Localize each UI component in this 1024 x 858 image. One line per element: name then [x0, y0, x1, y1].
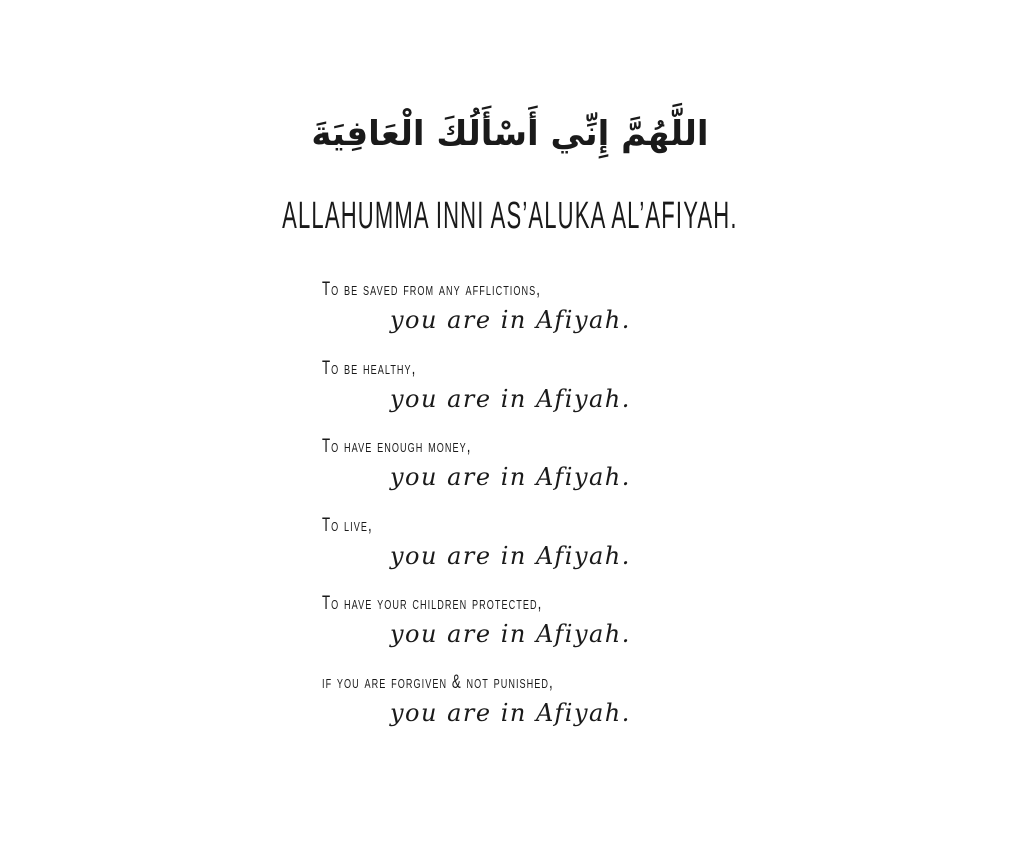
list-item	[322, 508, 742, 587]
condition-text: To be healthy,	[322, 357, 417, 379]
condition-text: To have your children protected,	[322, 593, 543, 614]
arabic-dua: اللَّهُمَّ إِنِّي أَسْأَلُكَ الْعَافِيَةَ	[311, 114, 709, 154]
result-text: you are in Afiyah.	[390, 384, 631, 413]
afiyah-list	[322, 272, 742, 743]
result-text: you are in Afiyah.	[390, 698, 631, 727]
condition-text: To be saved from any afflictions,	[322, 279, 542, 300]
list-item	[322, 429, 742, 508]
condition-text: To live,	[322, 514, 373, 536]
list-item	[322, 586, 742, 665]
result-text: you are in Afiyah.	[390, 620, 631, 648]
result-text: you are in Afiyah.	[390, 541, 631, 570]
list-item	[322, 272, 742, 351]
condition-text: if you are forgiven & not punished,	[322, 671, 554, 693]
result-text: you are in Afiyah.	[390, 306, 631, 334]
list-item	[322, 351, 742, 430]
result-text: you are in Afiyah.	[390, 463, 631, 491]
condition-text: To have enough money,	[322, 436, 472, 457]
transliteration: ALLAHUMMA INNI AS’ALUKA AL’AFIYAH.	[282, 195, 738, 237]
list-item	[322, 665, 742, 744]
